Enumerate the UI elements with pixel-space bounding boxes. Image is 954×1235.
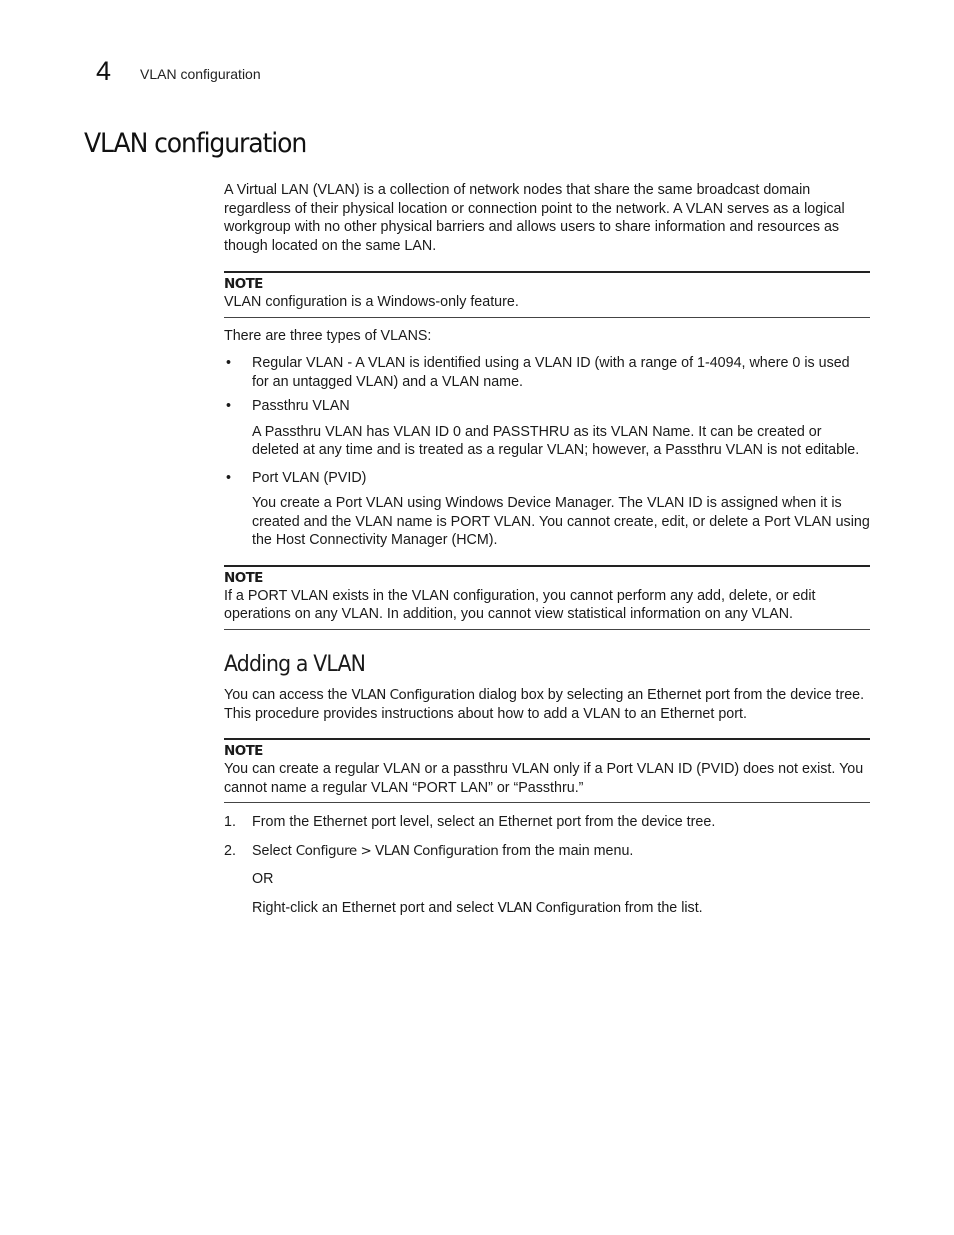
list-item-detail: You create a Port VLAN using Windows Device Manager. The VLAN ID is assigned when it is created and the VLAN name is PORT VLAN. You cannot create, edit, or delete a Port VLAN using the Host Connectivity Manager (HCM). xyxy=(252,495,870,548)
intro-paragraph: A Virtual LAN (VLAN) is a collection of network nodes that share the same broadcast domain regardless of their physical location or connection point to the network. A VLAN serves as a logical workgroup with no other physical barriers and allows users to share information and resources as though located on the same LAN. xyxy=(224,182,845,254)
note-box xyxy=(224,565,870,630)
list-item xyxy=(224,397,870,460)
ui-term: Configure > VLAN Configuration xyxy=(295,842,499,859)
note-box xyxy=(224,738,870,803)
note-label: NOTE xyxy=(224,569,263,586)
subsection-intro: You can access the VLAN Configuration dialog box by selecting an Ethernet port from the device tree. This procedure provides instructions about how to add a VLAN to an Ethernet port. xyxy=(224,687,865,722)
procedure-steps xyxy=(224,813,870,917)
step-item xyxy=(224,842,870,918)
running-title: VLAN configuration xyxy=(140,66,261,82)
page-title: VLAN configuration xyxy=(84,128,307,159)
step-alt-text: Right-click an Ethernet port and select VLAN Configuration from the list. xyxy=(252,899,703,916)
step-or: OR xyxy=(252,871,274,887)
list-item-text: Regular VLAN - A VLAN is identified using a VLAN ID (with a range of 1-4094, where 0 is used for an untagged VLAN) and a VLAN name. xyxy=(252,355,850,390)
main-content xyxy=(224,181,870,917)
note-text: You can create a regular VLAN or a passthru VLAN only if a Port VLAN ID (PVID) does not exist. You cannot name a regular VLAN “PORT LAN” or “Passthru.” xyxy=(224,761,864,796)
note-text: VLAN configuration is a Windows-only feature. xyxy=(224,294,519,310)
note-box xyxy=(224,271,870,318)
bullet-marker: • xyxy=(226,355,232,371)
step-text: From the Ethernet port level, select an Ethernet port from the device tree. xyxy=(252,814,716,830)
note-label: NOTE xyxy=(224,276,263,292)
bullet-marker: • xyxy=(226,398,232,414)
bullet-marker: • xyxy=(226,469,232,486)
step-number: 1. xyxy=(224,814,236,830)
list-item xyxy=(224,469,870,550)
list-item-text: Passthru VLAN xyxy=(252,398,350,414)
list-item xyxy=(224,354,870,391)
types-intro: There are three types of VLANS: xyxy=(224,327,432,344)
list-item-text: Port VLAN (PVID) xyxy=(252,469,367,486)
note-label: NOTE xyxy=(224,743,263,759)
chapter-number: 4 xyxy=(96,56,112,86)
step-text: Select Configure > VLAN Configuration from the main menu. xyxy=(252,842,634,859)
ui-term: VLAN Configuration xyxy=(351,687,475,703)
vlan-types-list xyxy=(224,354,870,550)
ui-term: VLAN Configuration xyxy=(497,899,621,916)
step-number: 2. xyxy=(224,842,236,859)
list-item-detail: A Passthru VLAN has VLAN ID 0 and PASSTHRU as its VLAN Name. It can be created or deleted at any time and is treated as a regular VLAN; however, a Passthru VLAN is not editable. xyxy=(252,423,860,458)
note-text: If a PORT VLAN exists in the VLAN configuration, you cannot perform any add, delete, or edit operations on any VLAN. In addition, you cannot view statistical information on any VLAN. xyxy=(224,587,816,622)
step-item xyxy=(224,813,870,832)
subsection-title: Adding a VLAN xyxy=(224,651,366,677)
